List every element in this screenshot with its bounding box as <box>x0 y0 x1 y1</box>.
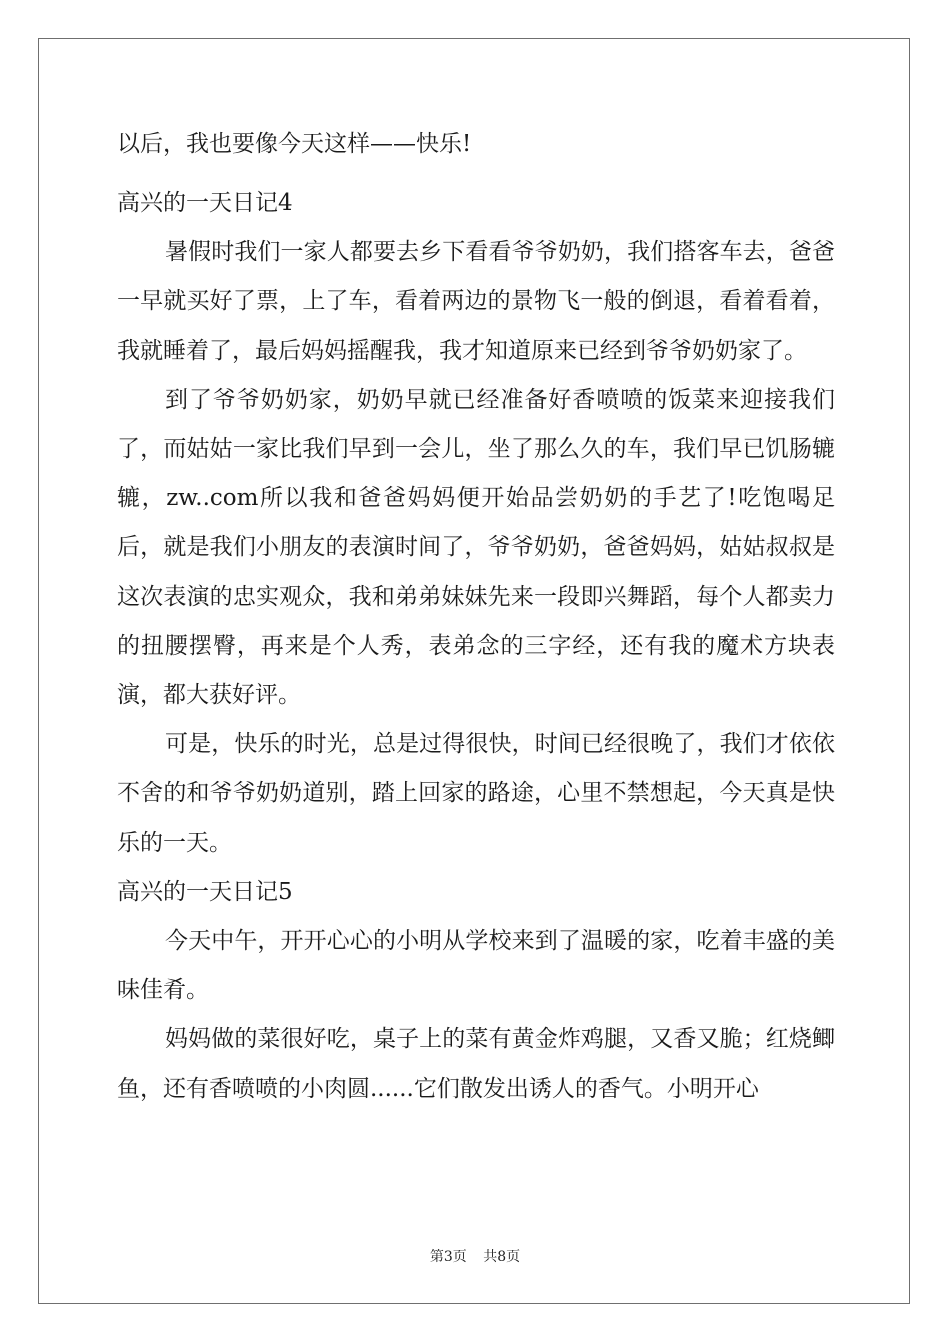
paragraph: 今天中午，开开心心的小明从学校来到了温暖的家，吃着丰盛的美味佳肴。 <box>117 928 835 1004</box>
page-footer <box>0 1246 950 1266</box>
continuation-line: 以后，我也要像今天这样——快乐! <box>117 131 472 157</box>
paragraph: 到了爷爷奶奶家，奶奶早就已经准备好香喷喷的饭菜来迎接我们了，而姑姑一家比我们早到一会儿，坐了那么久的车，我们早已饥肠辘辘，zw..com所以我和爸爸妈妈便开始品尝奶奶的手艺了!吃饱喝足后，就是我们小朋友的表演时间了，爷爷奶奶，爸爸妈妈，姑姑叔叔是这次表演的忠实观众，我和弟弟妹妹先来一段即兴舞蹈，每个人都卖力的扭腰摆臀，再来是个人秀，表弟念的三字经，还有我的魔术方块表演，都大获好评。 <box>117 386 835 709</box>
paragraph: 暑假时我们一家人都要去乡下看看爷爷奶奶，我们搭客车去，爸爸一早就买好了票，上了车，看着两边的景物飞一般的倒退，看着看着，我就睡着了，最后妈妈摇醒我，我才知道原来已经到爷爷奶奶家了。 <box>117 239 835 364</box>
page-total: 共8页 <box>483 1249 521 1265</box>
paragraph: 可是，快乐的时光，总是过得很快，时间已经很晚了，我们才依依不舍的和爷爷奶奶道别，踏上回家的路途，心里不禁想起，今天真是快乐的一天。 <box>117 731 835 856</box>
page-number: 第3页 <box>429 1249 467 1265</box>
paragraph: 妈妈做的菜很好吃，桌子上的菜有黄金炸鸡腿，又香又脆；红烧鲫鱼，还有香喷喷的小肉圆......它们散发出诱人的香气。小明开心 <box>117 1026 835 1102</box>
document-body <box>117 130 835 1114</box>
section-heading-4: 高兴的一天日记4 <box>117 190 293 216</box>
section-heading-5: 高兴的一天日记5 <box>117 878 293 905</box>
